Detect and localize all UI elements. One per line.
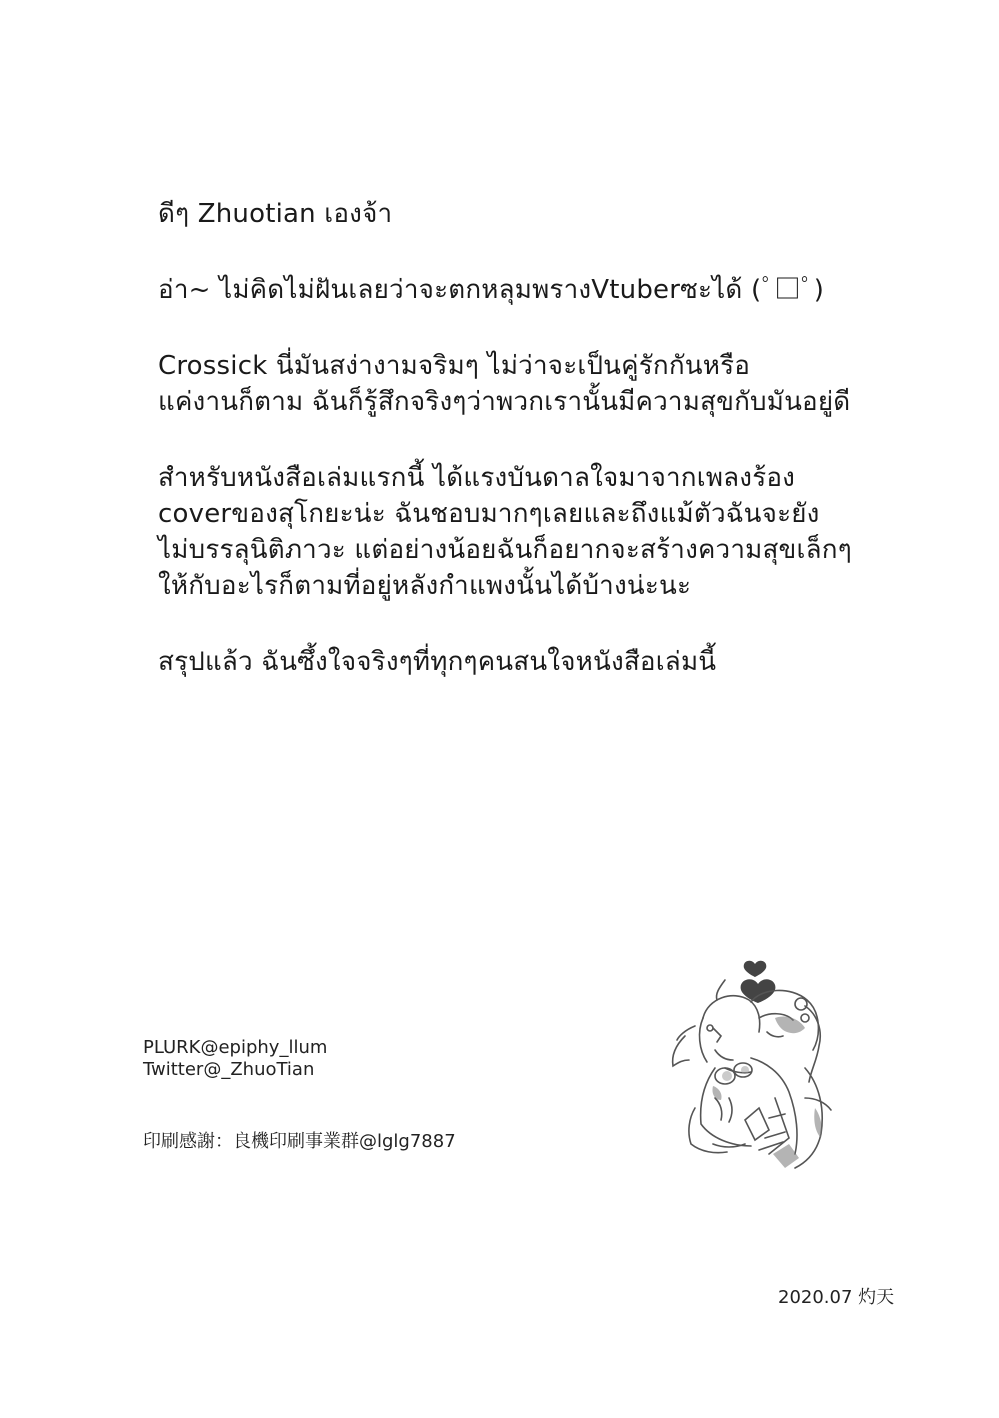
paragraph-greeting: ดีๆ Zhuotian เองจ้า xyxy=(158,199,393,229)
plurk-handle: PLURK@epiphy_llum xyxy=(143,1037,328,1058)
heart-icon xyxy=(744,961,767,977)
date-signature: 2020.07 灼天 xyxy=(778,1287,895,1308)
social-credits xyxy=(143,1037,327,1081)
paragraph-crossick-line-2: แค่งานก็ตาม ฉันก็รู้สึกจริงๆว่าพวกเรานั้นมีความสุขกับมันอยู่ดี xyxy=(158,387,851,417)
paragraph-crossick-line-1: Crossick นี่มันสง่างามจริมๆ ไม่ว่าจะเป็นคู่รักกันหรือ xyxy=(158,351,751,381)
paragraph-inspiration-line-2: coverของสุโกยะน่ะ ฉันชอบมากๆเลยและถึงแม้ตัวฉันจะยัง xyxy=(158,499,820,529)
paragraph-thanks: สรุปแล้ว ฉันซึ้งใจจริงๆที่ทุกๆคนสนใจหนังสือเล่มนี้ xyxy=(158,647,717,677)
paragraph-inspiration-line-4: ให้กับอะไรก็ตามที่อยู่หลังกำแพงนั้นได้บ้างน่ะนะ xyxy=(158,571,692,601)
print-credits xyxy=(143,1131,456,1153)
print-thanks: 印刷感謝：良機印刷事業群@lglg7887 xyxy=(143,1131,456,1152)
paragraph-vtuber: อ่า~ ไม่คิดไม่ฝันเลยว่าจะตกหลุมพรางVtuberซะได้ (ﾟ□ﾟ) xyxy=(158,275,825,305)
chibi-couple-illustration xyxy=(655,958,855,1183)
afterword-text xyxy=(158,196,958,680)
paragraph-inspiration-line-1: สำหรับหนังสือเล่มแรกนี้ ได้แรงบันดาลใจมาจากเพลงร้อง xyxy=(158,463,796,493)
twitter-handle: Twitter@_ZhuoTian xyxy=(143,1059,315,1080)
paragraph-inspiration-line-3: ไม่บรรลุนิติภาวะ แต่อย่างน้อยฉันก็อยากจะสร้างความสุขเล็กๆ xyxy=(158,535,852,565)
